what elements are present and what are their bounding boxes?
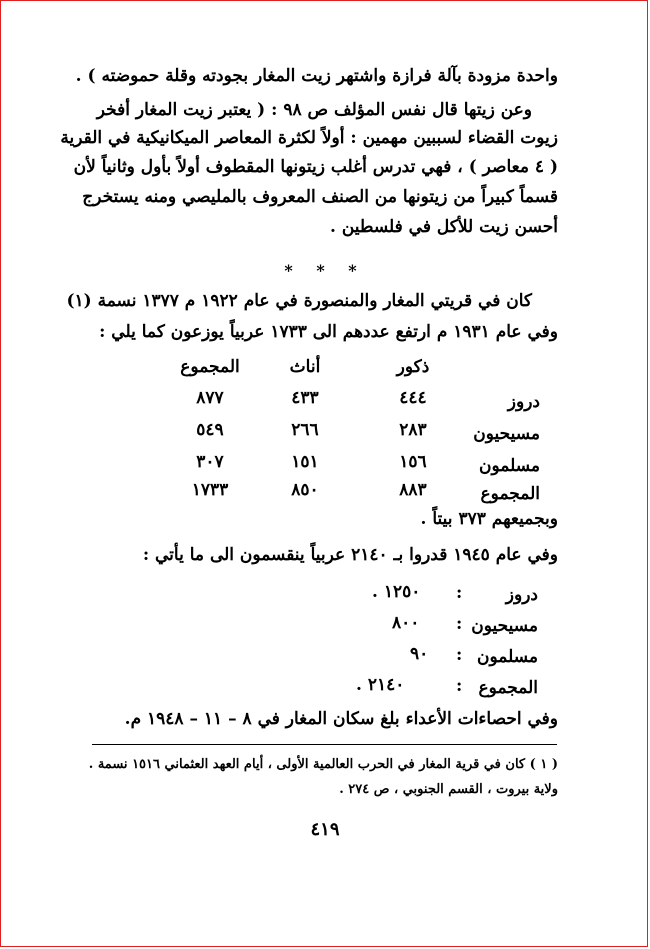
closing-line: وفي احصاءات الأعداء بلغ سكان المغار في ٨ – ١١ – ١٩٤٨ م. xyxy=(124,709,558,729)
list-value: ١٢٥٠ . xyxy=(372,582,421,602)
cell-female: ٤٣٣ xyxy=(291,388,319,408)
cell-total: ٨٧٧ xyxy=(196,388,224,408)
row-label: مسيحيون xyxy=(473,424,540,444)
cell-female: ١٥١ xyxy=(291,452,319,472)
houses-note: وبجميعهم ٣٧٣ بيتاً . xyxy=(420,509,558,529)
body-line-2: وعن زيتها قال نفس المؤلف ص ٩٨ : ( يعتبر زيت المغار أفخر xyxy=(96,100,532,120)
cell-total: ٥٤٩ xyxy=(196,420,224,440)
row-label: دروز xyxy=(507,392,540,412)
list-label: دروز xyxy=(505,585,538,605)
body-line-7: كان في قريتي المغار والمنصورة في عام ١٩٢٢ م ١٣٧٧ نسمة (١) xyxy=(66,291,532,311)
list-value: ٨٠٠ xyxy=(392,613,420,633)
cell-total: ٣٠٧ xyxy=(196,452,224,472)
list-colon: : xyxy=(456,645,463,665)
row-label: المجموع xyxy=(480,484,540,504)
row-label: مسلمون xyxy=(479,456,540,476)
body-line-5: قسماً كبيراً من زيتونها من الصنف المعروف بالمليصي ومنه يستخرج xyxy=(82,187,558,207)
page-number: ٤١٩ xyxy=(310,819,340,840)
body-line-6: أحسن زيت للأكل في فلسطين . xyxy=(329,217,558,237)
body-line-4: ( ٤ معاصر ) ، فهي تدرس أغلب زيتونها المقطوف أولاً بأول وثانياً لأن xyxy=(73,157,558,177)
census-1945-intro: وفي عام ١٩٤٥ قدروا بـ ٢١٤٠ عربياً ينقسمون الى ما يأتي : xyxy=(142,545,558,565)
section-separator: * * * xyxy=(284,261,366,280)
header-male: ذكور xyxy=(396,357,430,377)
list-label: مسيحيون xyxy=(471,616,538,636)
cell-female: ٨٥٠ xyxy=(291,480,319,500)
body-line-8: وفي عام ١٩٣١ م ارتفع عددهم الى ١٧٣٣ عربياً يوزعون كما يلي : xyxy=(99,322,558,342)
cell-male: ٢٨٣ xyxy=(399,420,427,440)
cell-female: ٢٦٦ xyxy=(291,420,319,440)
list-label: المجموع xyxy=(478,678,538,698)
body-line-3: زيوت القضاء لسببين مهمين : أولاً لكثرة المعاصر الميكانيكية في القرية xyxy=(60,128,558,148)
footnote-line-1: ( ١ ) كان في قرية المغار في الحرب العالمية الأولى ، أيام العهد العثماني ١٥١٦ نسمة . xyxy=(88,757,558,772)
list-value: ٢١٤٠ . xyxy=(356,675,405,695)
list-label: مسلمون xyxy=(477,647,538,667)
header-female: أناث xyxy=(289,357,321,377)
cell-male: ١٥٦ xyxy=(399,452,427,472)
cell-male: ٤٤٤ xyxy=(399,388,427,408)
list-colon: : xyxy=(456,676,463,696)
header-total: المجموع xyxy=(180,357,240,377)
footnote-divider xyxy=(92,744,557,745)
cell-total: ١٧٣٣ xyxy=(191,480,229,500)
footnote-line-2: ولاية بيروت ، القسم الجنوبي ، ص ٢٧٤ . xyxy=(339,782,558,797)
list-colon: : xyxy=(456,583,463,603)
list-colon: : xyxy=(456,614,463,634)
list-value: ٩٠ xyxy=(410,644,429,664)
body-line-1: واحدة مزودة بآلة فرازة واشتهر زيت المغار بجودته وقلة حموضته ) . xyxy=(75,66,558,86)
cell-male: ٨٨٣ xyxy=(399,480,427,500)
